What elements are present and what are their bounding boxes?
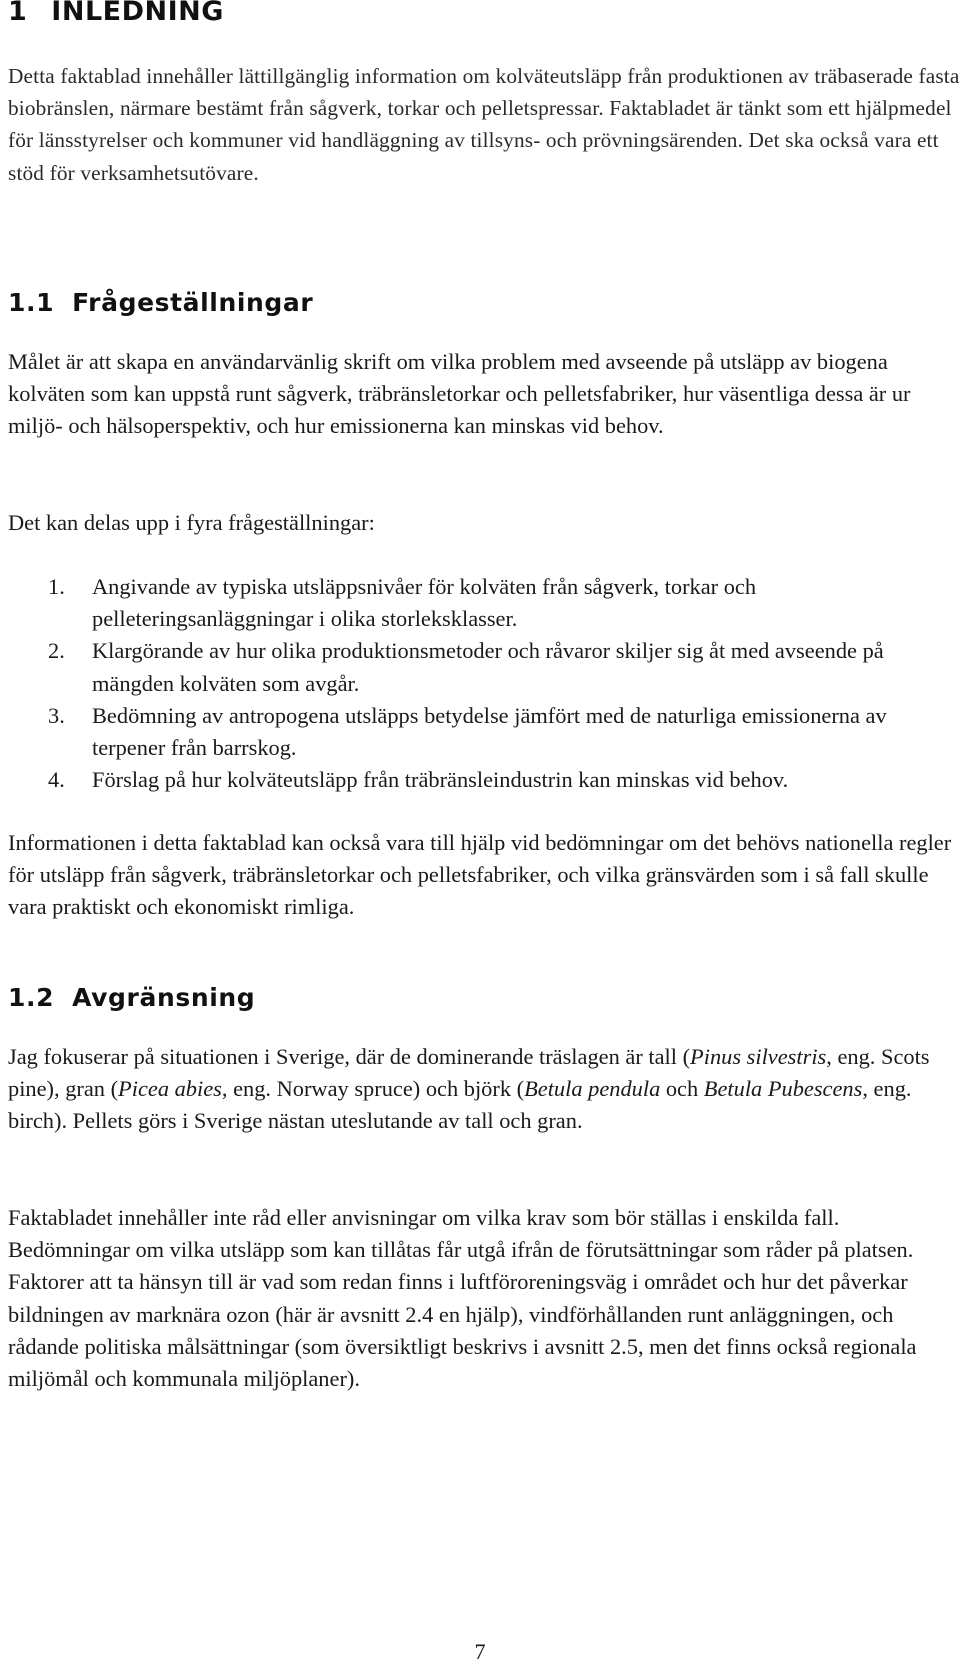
list-item-text: Angivande av typiska utsläppsnivåer för kolväten från sågverk, torkar och pelleteringsanläggningar i olika storleksklasser. bbox=[92, 574, 757, 632]
scope-paragraph bbox=[8, 1041, 960, 1138]
section-number: 1.2 bbox=[8, 983, 55, 1012]
scope-text: och bbox=[660, 1076, 704, 1102]
section-title: Avgränsning bbox=[72, 983, 256, 1012]
chapter-heading bbox=[8, 0, 224, 27]
scope-text: , eng. Scots pine), gran ( bbox=[8, 1044, 930, 1102]
species-name: Picea abies bbox=[118, 1076, 222, 1102]
list-item-text: Bedömning av antropogena utsläpps betydelse jämfört med de naturliga emissionerna av terpener från barrskog. bbox=[92, 702, 887, 761]
list-item-text: Klargörande av hur olika produktionsmetoder och råvaror skiljer sig åt med avseende på mängden kolväten som avgår. bbox=[92, 638, 884, 696]
list-item bbox=[8, 571, 960, 635]
questions-intro-paragraph: Det kan delas upp i fyra frågeställningar: bbox=[8, 510, 375, 535]
list-item-number: 1. bbox=[48, 574, 65, 599]
list-item bbox=[8, 700, 960, 764]
species-name: Pinus silvestris bbox=[690, 1044, 827, 1069]
section-heading-1-2 bbox=[8, 983, 255, 1012]
section-title: Frågeställningar bbox=[72, 288, 314, 317]
limitations-paragraph: Faktabladet innehåller inte råd eller anvisningar om vilka krav som bör ställas i enskilda fall. Bedömningar om vilka utsläpp som kan tillåtas får utgå ifrån de förutsättningar som råder på platsen. Faktorer att ta hänsyn till är vad som redan finns i luftföroreningsväg i området och hur det påverkar bildningen av marknära ozon (här är avsnitt 2.4 en hjälp), vindförhållanden runt anläggningen, och rådande politiska målsättningar (som översiktligt beskrivs i avsnitt 2.5, men det finns också regionala miljömål och kommunala miljöplaner). bbox=[8, 1205, 917, 1392]
list-item-number: 3. bbox=[48, 702, 65, 728]
scope-text: , eng. Norway spruce) och björk ( bbox=[221, 1076, 525, 1102]
list-item-text: Förslag på hur kolväteutsläpp från träbränsleindustrin kan minskas vid behov. bbox=[92, 767, 789, 793]
questions-list bbox=[8, 571, 960, 796]
goal-paragraph: Målet är att skapa en användarvänlig skrift om vilka problem med avseende på utsläpp av biogena kolväten som kan uppstå runt sågverk, träbränsletorkar och pelletsfabriker, hur väsentliga dessa är ur miljö- och hälsoperspektiv, och hur emissionerna kan minskas vid behov. bbox=[8, 349, 911, 439]
chapter-title: INLEDNING bbox=[51, 0, 224, 27]
species-name: Betula pendula bbox=[524, 1076, 661, 1102]
species-name: Betula Pubescens bbox=[703, 1076, 863, 1102]
section-number: 1.1 bbox=[8, 288, 55, 317]
list-item-number: 4. bbox=[48, 767, 65, 793]
page-number: 7 bbox=[474, 1639, 486, 1664]
chapter-number: 1 bbox=[8, 0, 28, 27]
information-paragraph: Informationen i detta faktablad kan också vara till hjälp vid bedömningar om det behövs nationella regler för utsläpp från sågverk, träbränsletorkar och pelletsfabriker, och vilka gränsvärden som i så fall skulle vara praktiskt och ekonomiskt rimliga. bbox=[8, 830, 952, 920]
scope-text: Jag fokuserar på situationen i Sverige, där de dominerande träslagen är tall ( bbox=[8, 1044, 691, 1069]
list-item bbox=[8, 764, 960, 796]
scope-text: , eng. birch). Pellets görs i Sverige nästan uteslutande av tall och gran. bbox=[8, 1076, 912, 1134]
list-item-number: 2. bbox=[48, 638, 65, 664]
intro-paragraph: Detta faktablad innehåller lättillgänglig information om kolväteutsläpp från produktionen av träbaserade fasta biobränslen, närmare bestämt från sågverk, torkar och pelletspressar. Faktabladet är tänkt som ett hjälpmedel för länsstyrelser och kommuner vid handläggning av tillsyns- och prövningsärenden. Det ska också vara ett stöd för verksamhetsutövare. bbox=[8, 64, 960, 185]
section-heading-1-1 bbox=[8, 288, 313, 317]
list-item bbox=[8, 635, 960, 699]
